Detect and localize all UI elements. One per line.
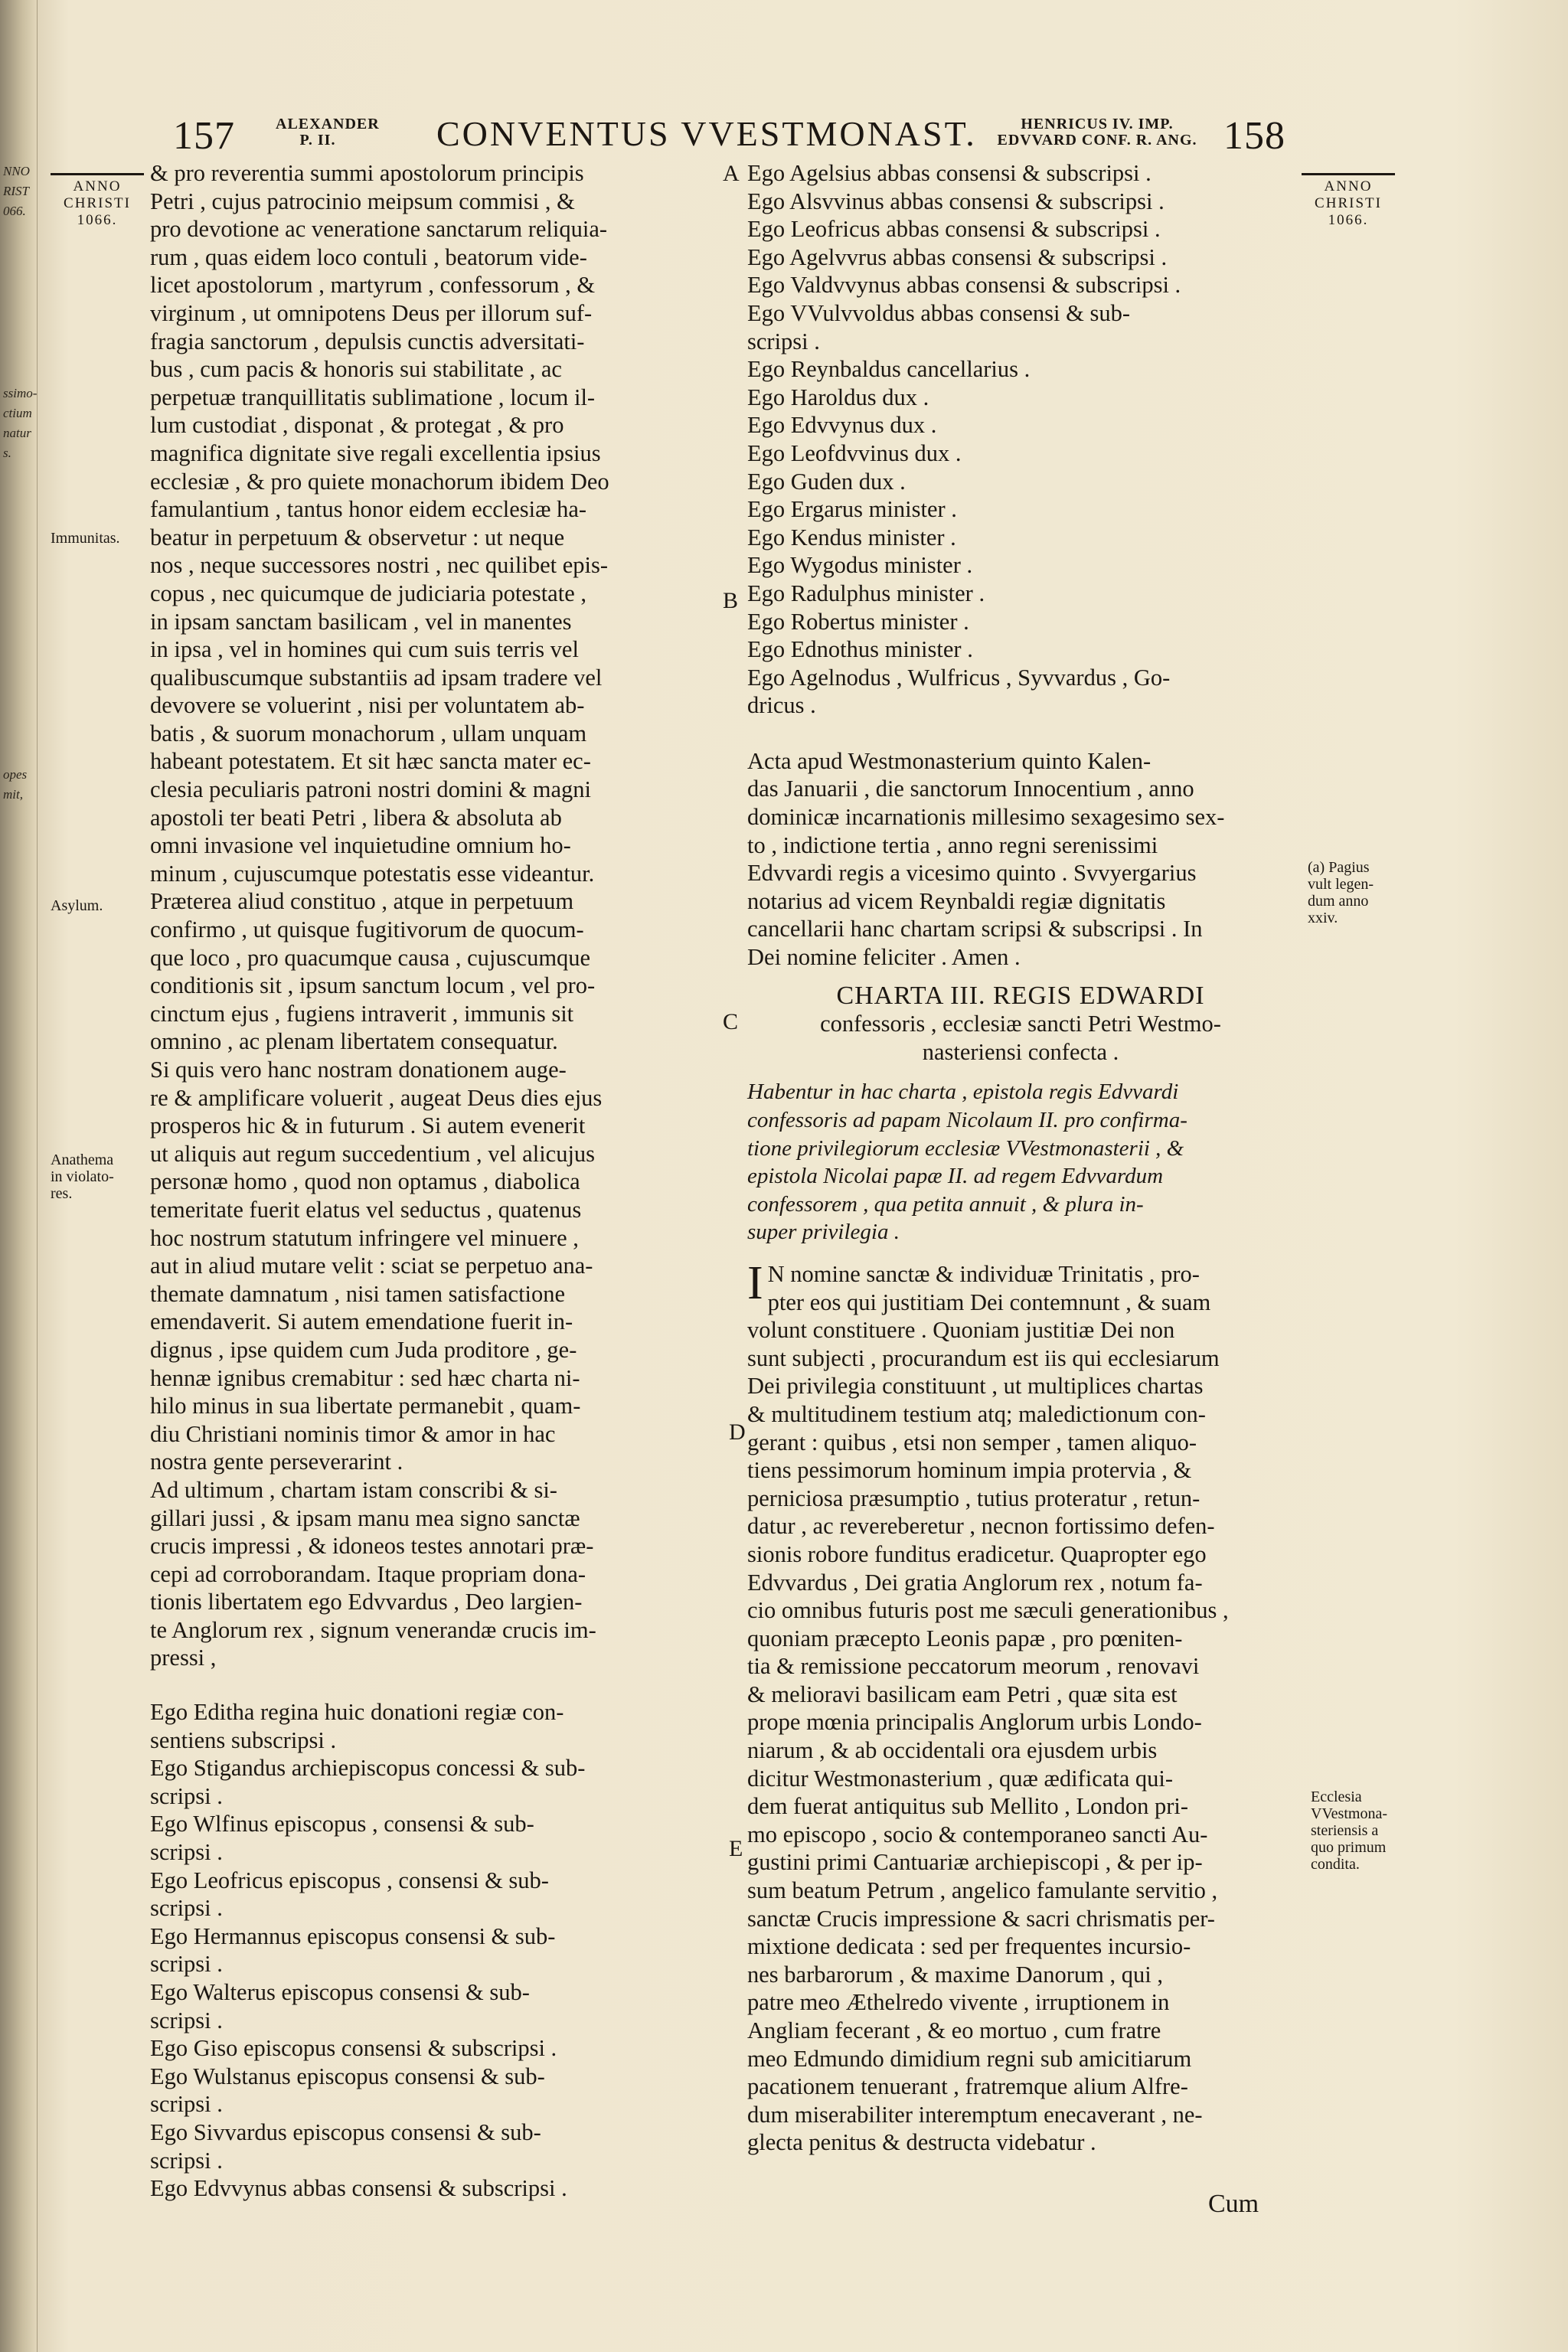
summary-line: epistola Nicolai papæ II. ad regem Edvvardum: [747, 1164, 1164, 1189]
signature-line: Ego Editha regina huic donationi regiæ con-: [150, 1699, 564, 1726]
margin-note-line: quo primum: [1311, 1839, 1387, 1856]
gutter-fragment: s.: [3, 446, 11, 460]
gutter-fragment: ssimo-: [3, 386, 38, 400]
margin-note-line: Ecclesia: [1311, 1788, 1362, 1805]
left-column: [150, 159, 712, 2203]
charta-line: sum beatum Petrum , angelico famulante servitio ,: [747, 1877, 1218, 1904]
right-column: [747, 159, 1294, 2157]
left-running-head: [276, 116, 380, 149]
text-line: aut in aliud mutare velit : sciat se perpetuo ana-: [150, 1253, 593, 1279]
text-line: devovere se voluerint , nisi per voluntatem ab-: [150, 692, 585, 719]
charta-line: Edvvardus , Dei gratia Anglorum rex , notum fa-: [747, 1569, 1203, 1596]
text-line: beatur in perpetuum & observetur : ut neque: [150, 524, 565, 550]
charta-line: niarum , & ab occidentali ora ejusdem urbis: [747, 1737, 1158, 1764]
catchword: Cum: [1208, 2190, 1259, 2218]
text-line: crucis impressi , & idoneos testes annotari præ-: [150, 1533, 594, 1560]
signature-line: Ego Stigandus archiepiscopus concessi & sub-: [150, 1755, 586, 1782]
gutter-fragment: mit,: [3, 787, 23, 802]
acta-line: das Januarii , die sanctorum Innocentium , anno: [747, 776, 1194, 802]
right-running-line: HENRICUS IV. IMP.: [1021, 116, 1174, 132]
signature-line: Ego Wulstanus episcopus consensi & sub-: [150, 2063, 545, 2089]
charta-line: meo Edmundo dimidium regni sub amicitiarum: [747, 2045, 1192, 2072]
text-line: minum , cujuscumque potestatis esse videantur.: [150, 860, 595, 887]
text-line: rum , quas eidem loco contuli , beatorum vide-: [150, 243, 587, 270]
summary-line: confessoris ad papam Nicolaum II. pro confirma-: [747, 1108, 1187, 1132]
charta-line: patre meo Æthelredo vivente , irruptionem in: [747, 1989, 1170, 2016]
text-line: licet apostolorum , martyrum , confessorum , &: [150, 272, 596, 299]
margin-note-asylum: Asylum.: [51, 897, 103, 914]
text-line: confirmo , ut quisque fugitivorum de quocum-: [150, 916, 584, 943]
text-line: in ipsam sanctam basilicam , vel in manentes: [150, 608, 572, 635]
text-line: prosperos hic & in futurum . Si autem evenerit: [150, 1112, 586, 1139]
text-line: habeant potestatem. Et sit hæc sancta mater ec-: [150, 748, 591, 775]
signature-line: Ego Guden dux .: [747, 468, 906, 495]
text-line: temeritate fuerit elatus vel seductus , quatenus: [150, 1196, 582, 1223]
anno-rule: [51, 173, 144, 175]
signature-line: Ego Walterus episcopus consensi & sub-: [150, 1979, 530, 2005]
signature-line: scripsi .: [150, 2147, 223, 2174]
margin-note-line: in violato-: [51, 1168, 114, 1185]
text-line: perpetuæ tranquillitatis sublimatione , locum il-: [150, 384, 596, 410]
signature-line: Ego Agelvvrus abbas consensi & subscripsi .: [747, 243, 1168, 270]
spacer: [747, 972, 1294, 982]
acta-line: Acta apud Westmonasterium quinto Kalen-: [747, 747, 1152, 774]
gutter-fragment: ctium: [3, 406, 32, 420]
signature-line: Ego Leofricus abbas consensi & subscripsi .: [747, 216, 1161, 243]
signature-line: scripsi .: [747, 328, 820, 354]
text-line: pressi ,: [150, 1645, 217, 1671]
gutter-fragment: natur: [3, 426, 31, 440]
charta-line: gustini primi Cantuariæ archiepiscopi , & per ip-: [747, 1849, 1203, 1876]
anno-christi-right: [1302, 173, 1395, 229]
margin-note-line: (a) Pagius: [1308, 859, 1370, 876]
signature-line: scripsi .: [150, 1782, 223, 1809]
binding-gutter: [0, 0, 38, 2352]
text-line: magnifica dignitate sive regali excellentia ipsius: [150, 439, 601, 466]
text-line: omnino , ac plenam libertatem consequatur.: [150, 1028, 558, 1055]
signature-line: Ego Edvvynus dux .: [747, 412, 937, 439]
text-line: ut aliquis aut regum succedentium , vel alicujus: [150, 1140, 596, 1167]
section-letter-d: D: [729, 1419, 746, 1445]
text-line: pro devotione ac veneratione sanctarum reliquia-: [150, 216, 608, 243]
acta-line: Dei nomine feliciter . Amen .: [747, 944, 1021, 971]
text-line: diu Christiani nominis timor & amor in hac: [150, 1420, 556, 1447]
text-line: dignus , ipse quidem cum Juda proditore , ge-: [150, 1336, 577, 1363]
signature-line: Ego Agelsius abbas consensi & subscripsi .: [747, 160, 1152, 186]
text-line: lum custodiat , disponat , & protegat , & pro: [150, 412, 564, 439]
acta-paragraph: [747, 747, 1294, 972]
signature-line: scripsi .: [150, 1895, 223, 1922]
gutter-fragment: 066.: [3, 204, 26, 218]
left-running-line: P. II.: [299, 132, 336, 149]
signature-line: Ego Leofdvvinus dux .: [747, 439, 962, 466]
signature-line: Ego Haroldus dux .: [747, 384, 929, 410]
anno-year: 1066.: [77, 212, 118, 228]
text-line: & pro reverentia summi apostolorum principis: [150, 160, 584, 186]
anno-label: ANNO: [1324, 178, 1373, 194]
signature-line: dricus .: [747, 692, 816, 719]
spacer: [747, 1246, 1294, 1260]
text-line: cepi ad corroborandam. Itaque propriam dona-: [150, 1560, 586, 1587]
charta-line: tiens pessimorum hominum impia protervia , &: [747, 1457, 1192, 1484]
signature-line: Ego Reynbaldus cancellarius .: [747, 356, 1031, 383]
text-line: re & amplificare voluerit , augeat Deus dies ejus: [150, 1084, 603, 1111]
left-column-body: [150, 159, 712, 1672]
signature-line: Ego Wlfinus episcopus , consensi & sub-: [150, 1811, 534, 1838]
left-page-number: 157: [173, 114, 235, 158]
section-letter-e: E: [729, 1836, 743, 1861]
charta-line: glecta penitus & destructa videbatur .: [747, 2129, 1096, 2156]
charta-line: N nomine sanctæ & individuæ Trinitatis , pro-: [767, 1260, 1200, 1287]
anno-label: CHRISTI: [1315, 195, 1382, 211]
charta-line: sanctæ Crucis impressione & sacri chrismatis per-: [747, 1905, 1215, 1932]
gutter-fragment: NNO: [3, 164, 30, 178]
text-line: nos , neque successores nostri , nec quilibet epis-: [150, 552, 608, 579]
charta-line: pacationem tenuerant , fratremque alium Alfre-: [747, 2073, 1188, 2100]
right-signature-list: [747, 159, 1294, 720]
margin-note-line: condita.: [1311, 1856, 1360, 1873]
gutter-fragment: opes: [3, 767, 28, 782]
charta-subtitle: nasteriensi confecta .: [922, 1038, 1119, 1065]
text-line: batis , & suorum monachorum , ullam unquam: [150, 720, 587, 746]
right-running-head: [971, 116, 1223, 149]
acta-line: to , indictione tertia , anno regni serenissimi: [747, 831, 1158, 858]
summary-line: Habentur in hac charta , epistola regis Edvvardi: [747, 1080, 1179, 1105]
charta-title: CHARTA III. REGIS EDWARDI: [836, 981, 1205, 1010]
signature-line: Ego Ergarus minister .: [747, 496, 957, 523]
text-line: virginum , ut omnipotens Deus per illorum suf-: [150, 299, 593, 326]
text-line: bus , cum pacis & honoris sui stabilitate , ac: [150, 356, 562, 383]
left-running-line: ALEXANDER: [276, 116, 380, 132]
margin-note-anathema: [51, 1152, 114, 1202]
charta-summary: [747, 1078, 1294, 1246]
right-page-number: 158: [1223, 114, 1285, 158]
signature-line: Ego Leofricus episcopus , consensi & sub-: [150, 1867, 549, 1893]
spacer: [747, 720, 1294, 747]
signature-line: Ego Kendus minister .: [747, 524, 956, 550]
charta-line: Angliam fecerant , & eo mortuo , cum fratre: [747, 2017, 1161, 2043]
anno-label: CHRISTI: [64, 195, 131, 211]
signature-line: Ego Agelnodus , Wulfricus , Syvvardus , Go-: [747, 664, 1171, 691]
signature-line: Ego Wygodus minister .: [747, 552, 973, 579]
anno-year: 1066.: [1328, 212, 1369, 228]
signature-line: Ego Ednothus minister .: [747, 636, 973, 663]
signature-line: Ego Alsvvinus abbas consensi & subscripsi .: [747, 188, 1165, 214]
text-line: apostoli ter beati Petri , libera & absoluta ab: [150, 804, 562, 831]
signature-line: Ego Edvvynus abbas consensi & subscripsi .: [150, 2175, 567, 2202]
margin-note-line: res.: [51, 1185, 73, 1202]
signature-line: Ego Hermannus episcopus consensi & sub-: [150, 1922, 556, 1949]
charta-line: & melioravi basilicam eam Petri , quæ sita est: [747, 1681, 1178, 1707]
signature-line: Ego Sivvardus episcopus consensi & sub-: [150, 2118, 541, 2145]
text-line: qualibuscumque substantiis ad ipsam tradere vel: [150, 664, 603, 691]
text-line: themate damnatum , nisi tamen satisfactione: [150, 1280, 566, 1307]
anno-label: ANNO: [73, 178, 122, 194]
charta-line: sionis robore funditus eradicetur. Quapropter ego: [747, 1540, 1207, 1567]
anno-rule: [1302, 173, 1395, 175]
acta-line: Edvvardi regis a vicesimo quinto . Svvyergarius: [747, 860, 1197, 887]
charta-line: nes barbarorum , & maxime Danorum , qui ,: [747, 1961, 1163, 1988]
charta-line: dem fuerat antiquitus sub Mellito , London pri-: [747, 1793, 1189, 1820]
margin-note-line: Anathema: [51, 1152, 114, 1168]
signature-line: sentiens subscripsi .: [150, 1726, 337, 1753]
margin-note-line: steriensis a: [1311, 1822, 1379, 1839]
charta-line: quoniam præcepto Leonis papæ , pro pœniten-: [747, 1625, 1183, 1651]
charta-line: sunt subjecti , procurandum est iis qui ecclesiarum: [747, 1344, 1220, 1371]
acta-line: dominicæ incarnationis millesimo sexagesimo sex-: [747, 804, 1225, 831]
summary-line: confessorem , qua petita annuit , & plura in-: [747, 1191, 1144, 1217]
charta-line: mixtione dedicata : sed per frequentes incursio-: [747, 1933, 1191, 1960]
acta-line: cancellarii hanc chartam scripsi & subscripsi . In: [747, 916, 1203, 942]
signature-line: scripsi .: [150, 1951, 223, 1978]
charta-line: datur , ac revereberetur , necnon fortissimo defen-: [747, 1513, 1215, 1540]
summary-line: super privilegia .: [747, 1220, 900, 1245]
margin-note-line: dum anno: [1308, 893, 1369, 910]
summary-line: tione privilegiorum ecclesiæ VVestmonasterii , &: [747, 1135, 1184, 1161]
charta-line: prope mœnia principalis Anglorum urbis Londo-: [747, 1709, 1202, 1736]
text-line: hennæ ignibus cremabitur : sed hæc charta ni-: [150, 1364, 580, 1391]
section-letter-a: A: [723, 161, 740, 186]
charta-line: & multitudinem testium atq; maledictionum con-: [747, 1400, 1206, 1427]
signature-line: Ego Robertus minister .: [747, 608, 969, 635]
charta-line: Dei privilegia constituunt , ut multiplices chartas: [747, 1373, 1204, 1400]
text-line: omni invasione vel inquietudine omnium ho-: [150, 832, 571, 859]
section-letter-c: C: [723, 1009, 739, 1034]
gutter-fragment: RIST: [3, 184, 29, 198]
charta-line: pter eos qui justitiam Dei contemnunt , & suam: [767, 1289, 1211, 1315]
acta-line: notarius ad vicem Reynbaldi regiæ dignitatis: [747, 887, 1166, 914]
charta-line: dicitur Westmonasterium , quæ ædificata qui-: [747, 1765, 1174, 1792]
text-line: copus , nec quicumque de judiciaria potestate ,: [150, 580, 586, 606]
text-line: tionis libertatem ego Edvvardus , Deo largien-: [150, 1589, 583, 1615]
charta-line: perniciosa præsumptio , tutius proteratur , retun-: [747, 1485, 1200, 1511]
text-line: Petri , cujus patrocinio meipsum commisi , &: [150, 188, 575, 214]
signature-line: scripsi .: [150, 2007, 223, 2034]
text-line: gillari jussi , & ipsam manu mea signo sanctæ: [150, 1504, 580, 1531]
charta-line: dum miserabiliter interemptum enecaverant , ne-: [747, 2101, 1203, 2128]
charta-line: cio omnibus futuris post me sæculi generationibus ,: [747, 1597, 1229, 1624]
text-line: Præterea aliud constituo , atque in perpetuum: [150, 888, 574, 915]
margin-note-line: vult legen-: [1308, 876, 1374, 893]
text-line: hilo minus in sua libertate permanebit , quam-: [150, 1393, 581, 1419]
charta-line: volunt constituere . Quoniam justitiæ Dei non: [747, 1317, 1175, 1344]
signature-line: Ego Radulphus minister .: [747, 580, 985, 606]
drop-cap: I: [747, 1256, 763, 1309]
page-title: CONVENTUS VVESTMONAST.: [436, 114, 977, 153]
text-line: Si quis vero hanc nostram donationem auge-: [150, 1057, 567, 1083]
text-line: famulantium , tantus honor eidem ecclesiæ ha-: [150, 496, 587, 523]
signature-line: scripsi .: [150, 2091, 223, 2118]
margin-note-line: xxiv.: [1308, 910, 1338, 926]
text-line: Ad ultimum , chartam istam conscribi & si-: [150, 1476, 557, 1503]
signature-line: Ego Giso episcopus consensi & subscripsi .: [150, 2035, 557, 2062]
spacer: [747, 1066, 1294, 1078]
left-signature-list: [150, 1698, 712, 2203]
charta-body: [747, 1256, 1294, 2157]
text-line: fragia sanctorum , depulsis cunctis adversitati-: [150, 328, 585, 354]
signature-line: Ego Valdvvynus abbas consensi & subscripsi .: [747, 272, 1181, 299]
charta-line: mo episcopo , socio & contemporaneo sancti Au-: [747, 1821, 1208, 1847]
charta-line: tia & remissione peccatorum meorum , renovavi: [747, 1653, 1200, 1680]
text-line: te Anglorum rex , signum venerandæ crucis im-: [150, 1616, 596, 1643]
margin-note-ecclesia: [1311, 1788, 1387, 1873]
text-line: que loco , pro quacumque causa , cujuscumque: [150, 944, 591, 971]
section-letter-b: B: [723, 588, 739, 613]
text-line: ecclesiæ , & pro quiete monachorum ibidem Deo: [150, 468, 609, 495]
text-line: personæ homo , quod non optamus , diabolica: [150, 1168, 580, 1195]
margin-note-immunitas: Immunitas.: [51, 530, 120, 547]
text-line: nostra gente perseverarint .: [150, 1449, 403, 1475]
spacer: [150, 1672, 712, 1698]
text-line: in ipsa , vel in homines qui cum suis terris vel: [150, 636, 579, 663]
text-line: hoc nostrum statutum infringere vel minuere ,: [150, 1224, 579, 1251]
charta-line: gerant : quibus , etsi non semper , tamen aliquo-: [747, 1429, 1197, 1455]
text-line: emendaverit. Si autem emendatione fuerit in-: [150, 1308, 573, 1335]
text-line: conditionis sit , ipsum sanctum locum , vel pro-: [150, 972, 596, 999]
right-running-line: EDVVARD CONF. R. ANG.: [997, 132, 1197, 149]
charta-subtitle: confessoris , ecclesiæ sancti Petri Westmo-: [820, 1011, 1221, 1037]
text-line: cinctum ejus , fugiens intraverit , immunis sit: [150, 1000, 574, 1027]
text-line: clesia peculiaris patroni nostri domini & magni: [150, 776, 591, 803]
anno-christi-left: [51, 173, 144, 229]
signature-line: scripsi .: [150, 1839, 223, 1866]
signature-line: Ego VVulvvoldus abbas consensi & sub-: [747, 299, 1130, 326]
margin-note-line: VVestmona-: [1311, 1805, 1387, 1822]
margin-note-pagius: [1308, 859, 1374, 926]
